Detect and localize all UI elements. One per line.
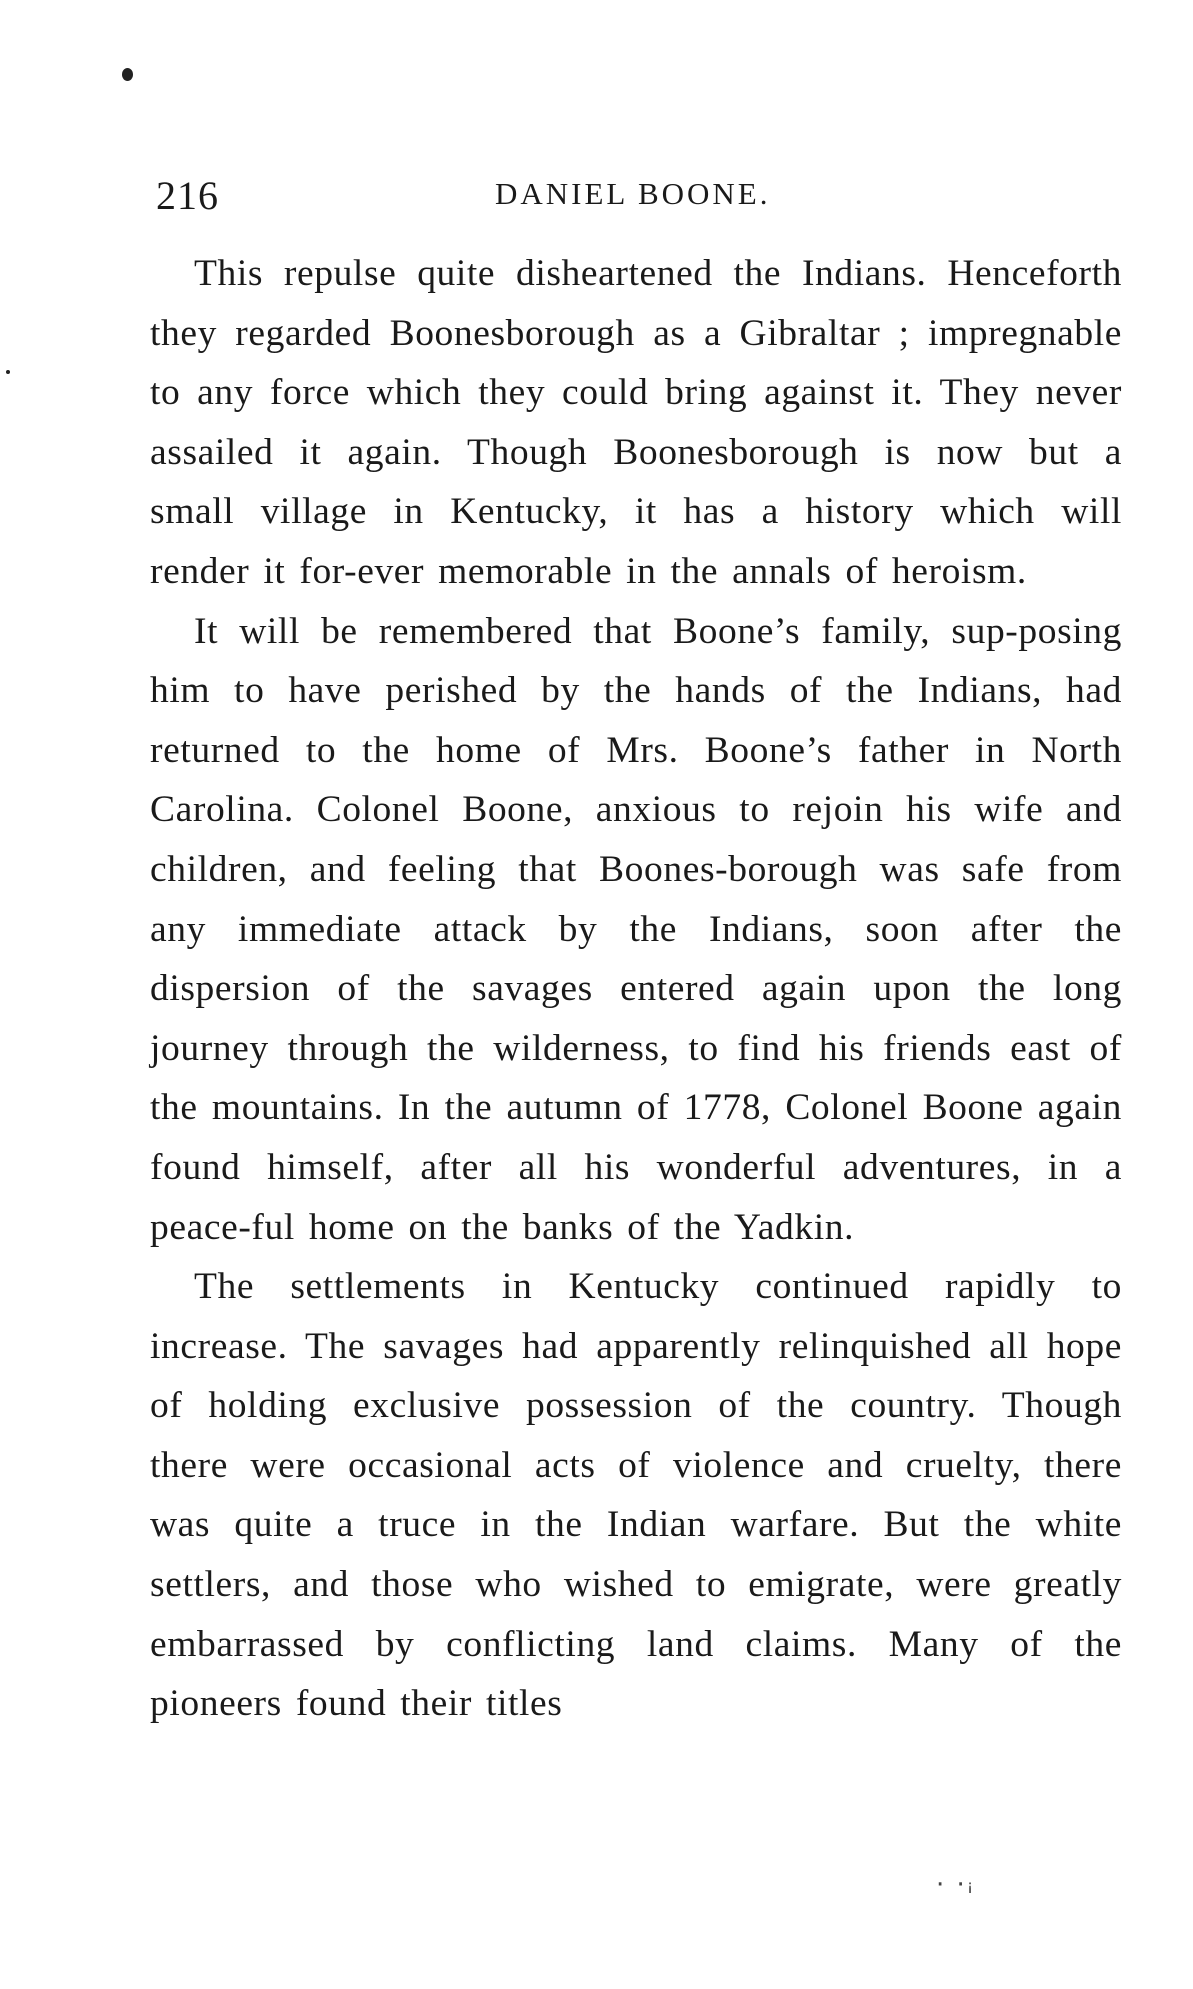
paragraph-3: The settlements in Kentucky continued rapidly to increase. The savages had apparently relinquished all hope of holding exclusive possession of the country. Though there were occasional acts of violence and cruelty, there was quite a truce in the Indian warfare. But the white settlers, and those who wished to emigrate, were greatly embarrassed by conflicting land claims. Many of the pioneers found their titles <box>150 1266 1122 1725</box>
ink-speck-left-margin <box>6 370 10 374</box>
page-number: 216 <box>156 173 219 218</box>
paragraph-2: It will be remembered that Boone’s family, sup-posing him to have perished by the hands of the Indians, had returned to the home of Mrs. Boone’s father in North Carolina. Colonel Boone, anxious to rejoin his wife and children, and feeling that Boones-borough was safe from any immediate attack by the Indians, soon after the dispersion of the savages entered again upon the long journey through the wilderness, to find his friends east of the mountains. In the autumn of 1778, Colonel Boone again found himself, after all his wonderful adventures, in a peace-ful home on the banks of the Yadkin. <box>150 610 1122 1248</box>
print-mark-icon: · ·ꜟ <box>936 1870 976 1900</box>
page-header <box>150 172 1120 222</box>
paragraph-1: This repulse quite disheartened the Indians. Henceforth they regarded Boonesborough as a Gibraltar ; impregnable to any force which they could bring against it. They never assailed it again. Though Boonesborough is now but a small village in Kentucky, it has a history which will render it for-ever memorable in the annals of heroism. <box>150 253 1122 592</box>
body-text <box>150 244 1122 1734</box>
ink-speck-top-left <box>122 68 133 81</box>
running-head: DANIEL BOONE. <box>495 176 771 211</box>
